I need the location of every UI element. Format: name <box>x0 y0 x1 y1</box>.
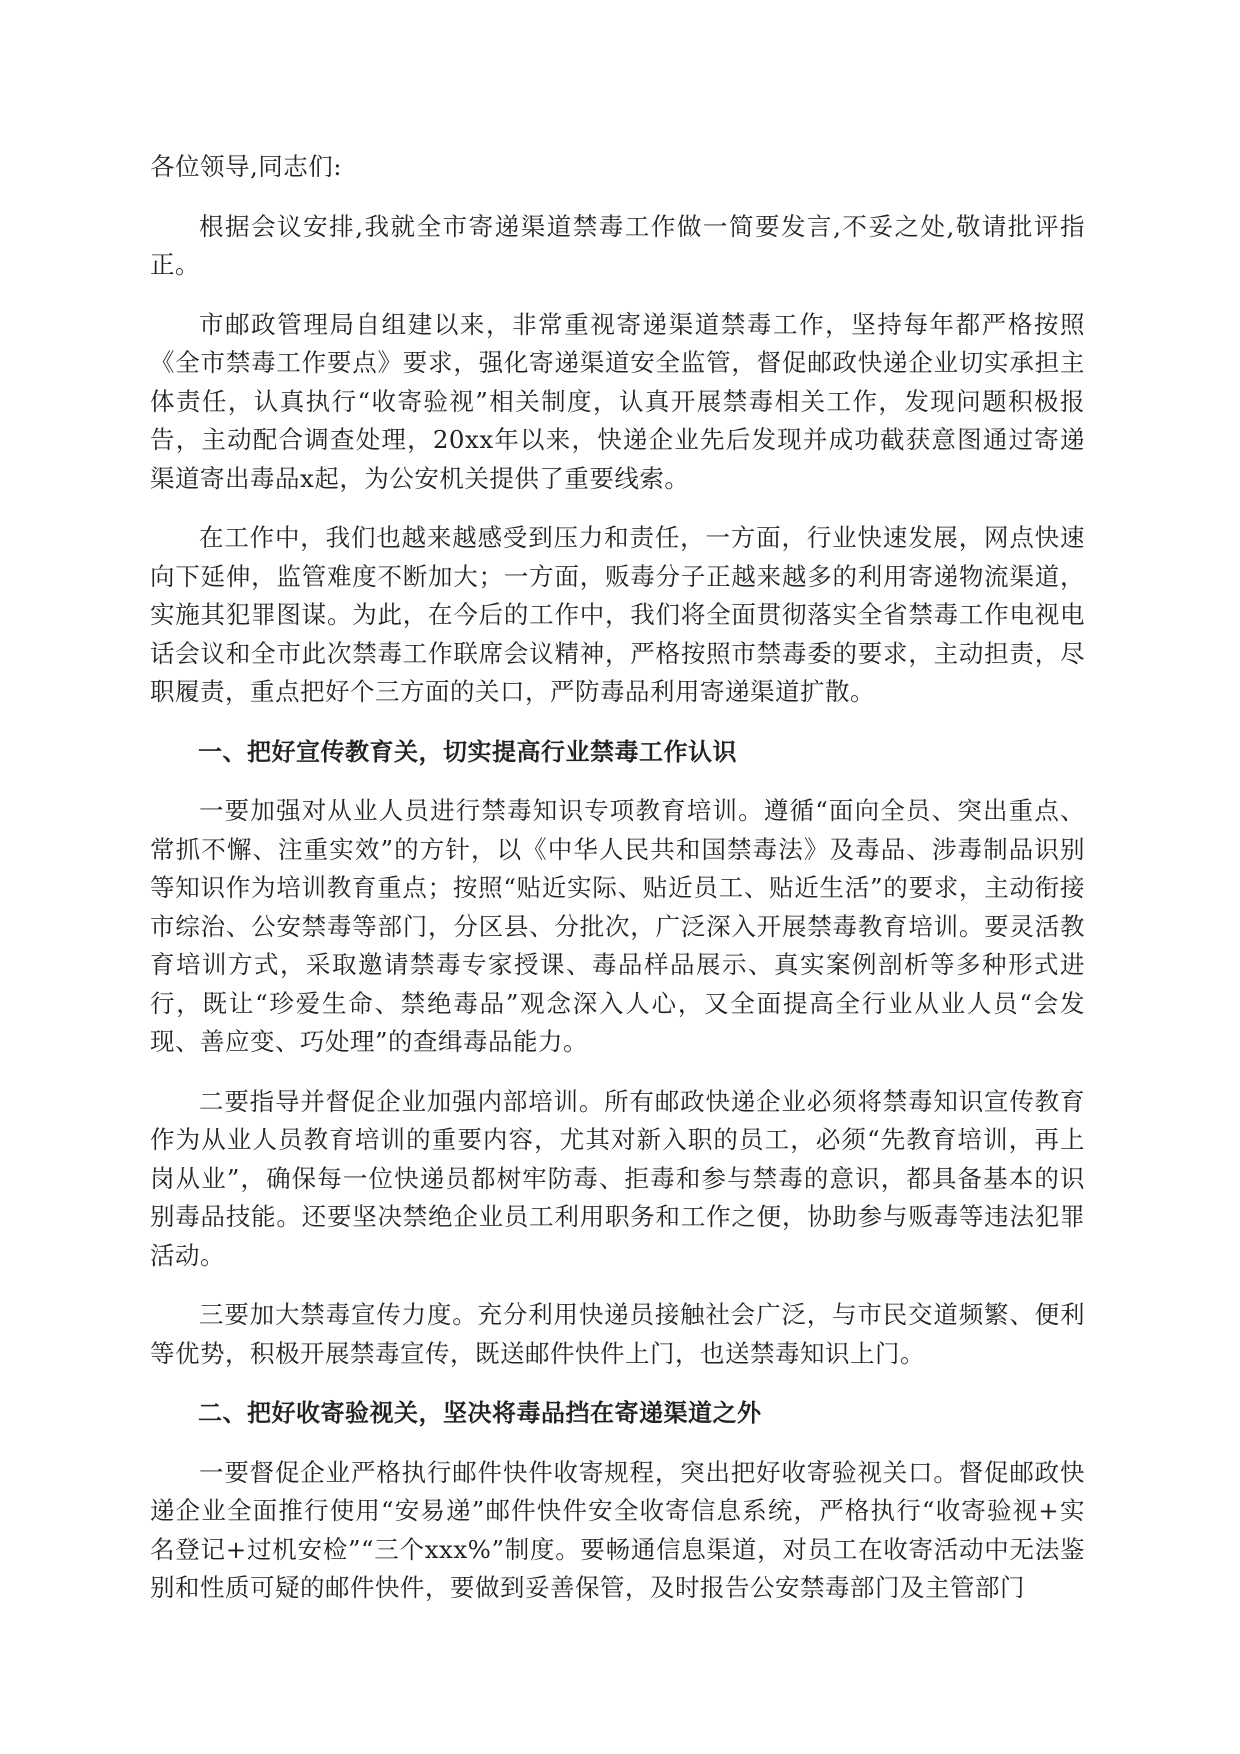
paragraph-2-1: 一要督促企业严格执行邮件快件收寄规程，突出把好收寄验视关口。督促邮政快递企业全面推行使用“安易递”邮件快件安全收寄信息系统，严格执行“收寄验视+实名登记+过机安检”“三个xxx%”制度。要畅通信息渠道，对员工在收寄活动中无法鉴别和性质可疑的邮件快件，要做到妥善保管，及时报告公安禁毒部门及主管部门 <box>150 1457 1085 1602</box>
paragraph-1-1: 一要加强对从业人员进行禁毒知识专项教育培训。遵循“面向全员、突出重点、常抓不懈、注重实效”的方针，以《中华人民共和国禁毒法》及毒品、涉毒制品识别等知识作为培训教育重点；按照“贴近实际、贴近员工、贴近生活”的要求，主动衔接市综治、公安禁毒等部门，分区县、分批次，广泛深入开展禁毒教育培训。要灵活教育培训方式，采取邀请禁毒专家授课、毒品样品展示、真实案例剖析等多种形式进行，既让“珍爱生命、禁绝毒品”观念深入人心，又全面提高全行业从业人员“会发现、善应变、巧处理”的查缉毒品能力。 <box>150 796 1085 1056</box>
section-heading-1: 一、把好宣传教育关，切实提高行业禁毒工作认识 <box>198 737 737 766</box>
paragraph-pressure: 在工作中，我们也越来越感受到压力和责任，一方面，行业快速发展，网点快速向下延伸，监管难度不断加大；一方面，贩毒分子正越来越多的利用寄递物流渠道，实施其犯罪图谋。为此，在今后的工作中，我们将全面贯彻落实全省禁毒工作电视电话会议和全市此次禁毒工作联席会议精神，严格按照市禁毒委的要求，主动担责，尽职履责，重点把好个三方面的关口，严防毒品利用寄递渠道扩散。 <box>150 523 1085 706</box>
paragraph-1-2: 二要指导并督促企业加强内部培训。所有邮政快递企业必须将禁毒知识宣传教育作为从业人员教育培训的重要内容，尤其对新入职的员工，必须“先教育培训，再上岗从业”，确保每一位快递员都树牢防毒、拒毒和参与禁毒的意识，都具备基本的识别毒品技能。还要坚决禁绝企业员工利用职务和工作之便，协助参与贩毒等违法犯罪活动。 <box>150 1086 1085 1270</box>
paragraph-intro: 根据会议安排,我就全市寄递渠道禁毒工作做一简要发言,不妥之处,敬请批评指正。 <box>150 211 1085 279</box>
section-heading-2: 二、把好收寄验视关，坚决将毒品挡在寄递渠道之外 <box>198 1399 762 1427</box>
paragraph-background: 市邮政管理局自组建以来，非常重视寄递渠道禁毒工作，坚持每年都严格按照《全市禁毒工作要点》要求，强化寄递渠道安全监管，督促邮政快递企业切实承担主体责任，认真执行“收寄验视”相关制度，认真开展禁毒相关工作，发现问题积极报告，主动配合调查处理，20xx年以来，快递企业先后发现并成功截获意图通过寄递渠道寄出毒品x起，为公安机关提供了重要线索。 <box>150 309 1085 493</box>
salutation: 各位领导,同志们: <box>150 152 343 181</box>
document-body <box>150 148 1085 1629</box>
paragraph-1-3: 三要加大禁毒宣传力度。充分利用快递员接触社会广泛，与市民交道频繁、便利等优势，积极开展禁毒宣传，既送邮件快件上门，也送禁毒知识上门。 <box>150 1300 1085 1368</box>
